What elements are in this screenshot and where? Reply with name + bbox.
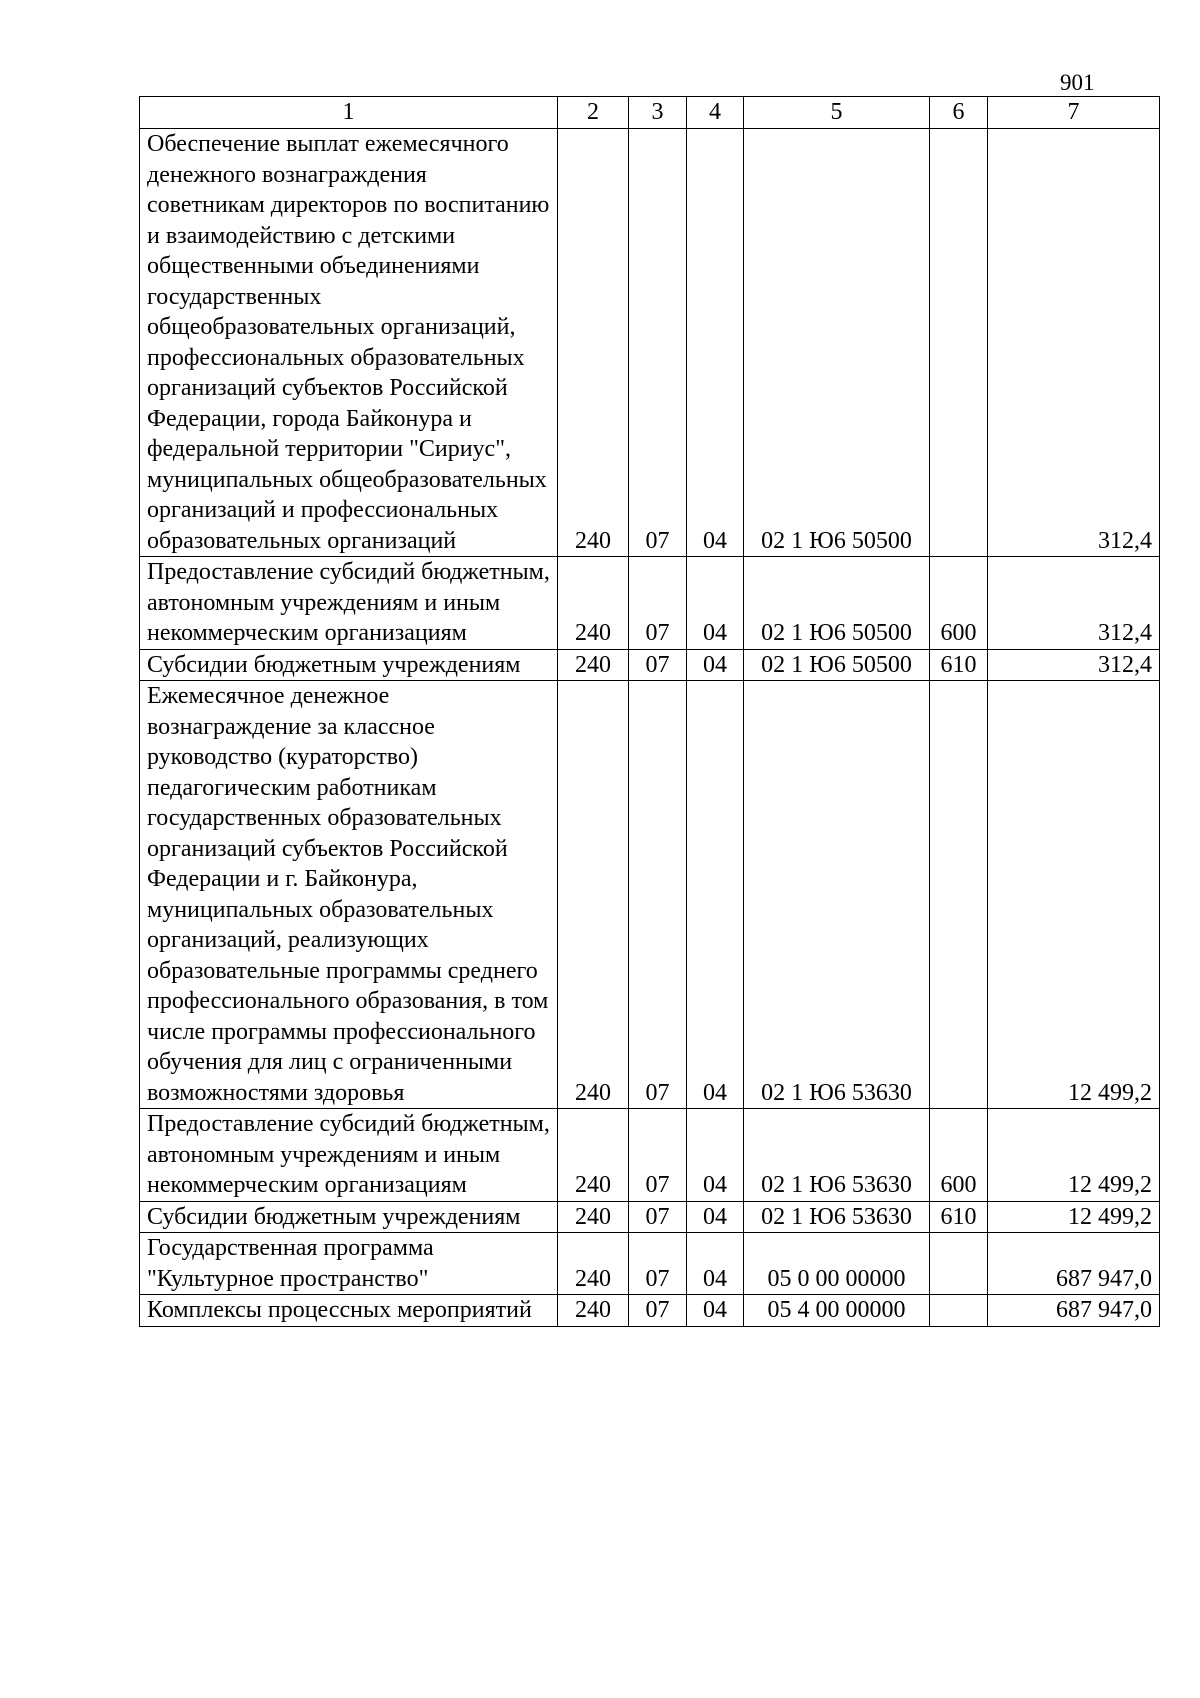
row-code-6	[930, 1233, 988, 1295]
row-code-2: 240	[558, 1201, 629, 1233]
row-code-5: 05 4 00 00000	[744, 1295, 930, 1327]
row-name: Субсидии бюджетным учреждениям	[140, 1201, 558, 1233]
table-row	[140, 129, 1160, 557]
row-code-2: 240	[558, 129, 629, 557]
row-code-3: 07	[629, 1233, 687, 1295]
table-row	[140, 1201, 1160, 1233]
row-code-3: 07	[629, 681, 687, 1109]
row-name: Предоставление субсидий бюджетным, автономным учреждениям и иным некоммерческим организациям	[140, 1109, 558, 1202]
page-number: 901	[1060, 70, 1095, 95]
table-row	[140, 1233, 1160, 1295]
row-code-5: 02 1 Ю6 50500	[744, 129, 930, 557]
table-row	[140, 1109, 1160, 1202]
row-code-5: 05 0 00 00000	[744, 1233, 930, 1295]
row-name: Комплексы процессных мероприятий	[140, 1295, 558, 1327]
row-amount: 12 499,2	[988, 1201, 1160, 1233]
column-header-2: 2	[558, 97, 629, 129]
column-header-5: 5	[744, 97, 930, 129]
row-code-3: 07	[629, 649, 687, 681]
row-code-6: 610	[930, 1201, 988, 1233]
row-name: Предоставление субсидий бюджетным, автономным учреждениям и иным некоммерческим организациям	[140, 557, 558, 650]
row-code-4: 04	[687, 1233, 744, 1295]
row-name: Субсидии бюджетным учреждениям	[140, 649, 558, 681]
row-code-5: 02 1 Ю6 50500	[744, 649, 930, 681]
row-amount: 312,4	[988, 557, 1160, 650]
row-code-3: 07	[629, 1109, 687, 1202]
column-number-row	[140, 97, 1160, 129]
row-amount: 687 947,0	[988, 1295, 1160, 1327]
row-name: Государственная программа "Культурное пространство"	[140, 1233, 558, 1295]
row-code-4: 04	[687, 681, 744, 1109]
table-row	[140, 557, 1160, 650]
row-code-3: 07	[629, 557, 687, 650]
row-code-6: 600	[930, 1109, 988, 1202]
row-code-6	[930, 681, 988, 1109]
row-code-3: 07	[629, 1201, 687, 1233]
row-code-6: 610	[930, 649, 988, 681]
row-code-5: 02 1 Ю6 53630	[744, 1109, 930, 1202]
row-amount: 12 499,2	[988, 1109, 1160, 1202]
row-code-4: 04	[687, 1109, 744, 1202]
row-code-3: 07	[629, 129, 687, 557]
row-code-2: 240	[558, 557, 629, 650]
row-name: Ежемесячное денежное вознаграждение за классное руководство (кураторство) педагогическим работникам государственных образовательных организаций субъектов Российской Федерации и г. Байконура, муниципальных образовательных организаций, реализующих образовательные программы среднего профессионального образования, в том числе программы профессионального обучения для лиц с ограниченными возможностями здоровья	[140, 681, 558, 1109]
row-amount: 687 947,0	[988, 1233, 1160, 1295]
column-header-7: 7	[988, 97, 1160, 129]
row-amount: 12 499,2	[988, 681, 1160, 1109]
table-row	[140, 1295, 1160, 1327]
column-header-6: 6	[930, 97, 988, 129]
row-code-6	[930, 1295, 988, 1327]
row-code-4: 04	[687, 129, 744, 557]
row-code-5: 02 1 Ю6 53630	[744, 681, 930, 1109]
column-header-3: 3	[629, 97, 687, 129]
table-row	[140, 681, 1160, 1109]
row-code-6: 600	[930, 557, 988, 650]
row-code-4: 04	[687, 557, 744, 650]
row-code-2: 240	[558, 1109, 629, 1202]
row-code-2: 240	[558, 649, 629, 681]
row-code-6	[930, 129, 988, 557]
row-code-4: 04	[687, 649, 744, 681]
row-code-4: 04	[687, 1295, 744, 1327]
row-code-5: 02 1 Ю6 50500	[744, 557, 930, 650]
row-code-5: 02 1 Ю6 53630	[744, 1201, 930, 1233]
table-row	[140, 649, 1160, 681]
row-amount: 312,4	[988, 129, 1160, 557]
row-amount: 312,4	[988, 649, 1160, 681]
row-name: Обеспечение выплат ежемесячного денежного вознаграждения советникам директоров по воспитанию и взаимодействию с детскими общественными объединениями государственных общеобразовательных организаций, профессиональных образовательных организаций субъектов Российской Федерации, города Байконура и федеральной территории "Сириус", муниципальных общеобразовательных организаций и профессиональных образовательных организаций	[140, 129, 558, 557]
row-code-2: 240	[558, 681, 629, 1109]
column-header-1: 1	[140, 97, 558, 129]
row-code-2: 240	[558, 1295, 629, 1327]
column-header-4: 4	[687, 97, 744, 129]
row-code-2: 240	[558, 1233, 629, 1295]
budget-table	[139, 96, 1160, 1327]
row-code-3: 07	[629, 1295, 687, 1327]
row-code-4: 04	[687, 1201, 744, 1233]
